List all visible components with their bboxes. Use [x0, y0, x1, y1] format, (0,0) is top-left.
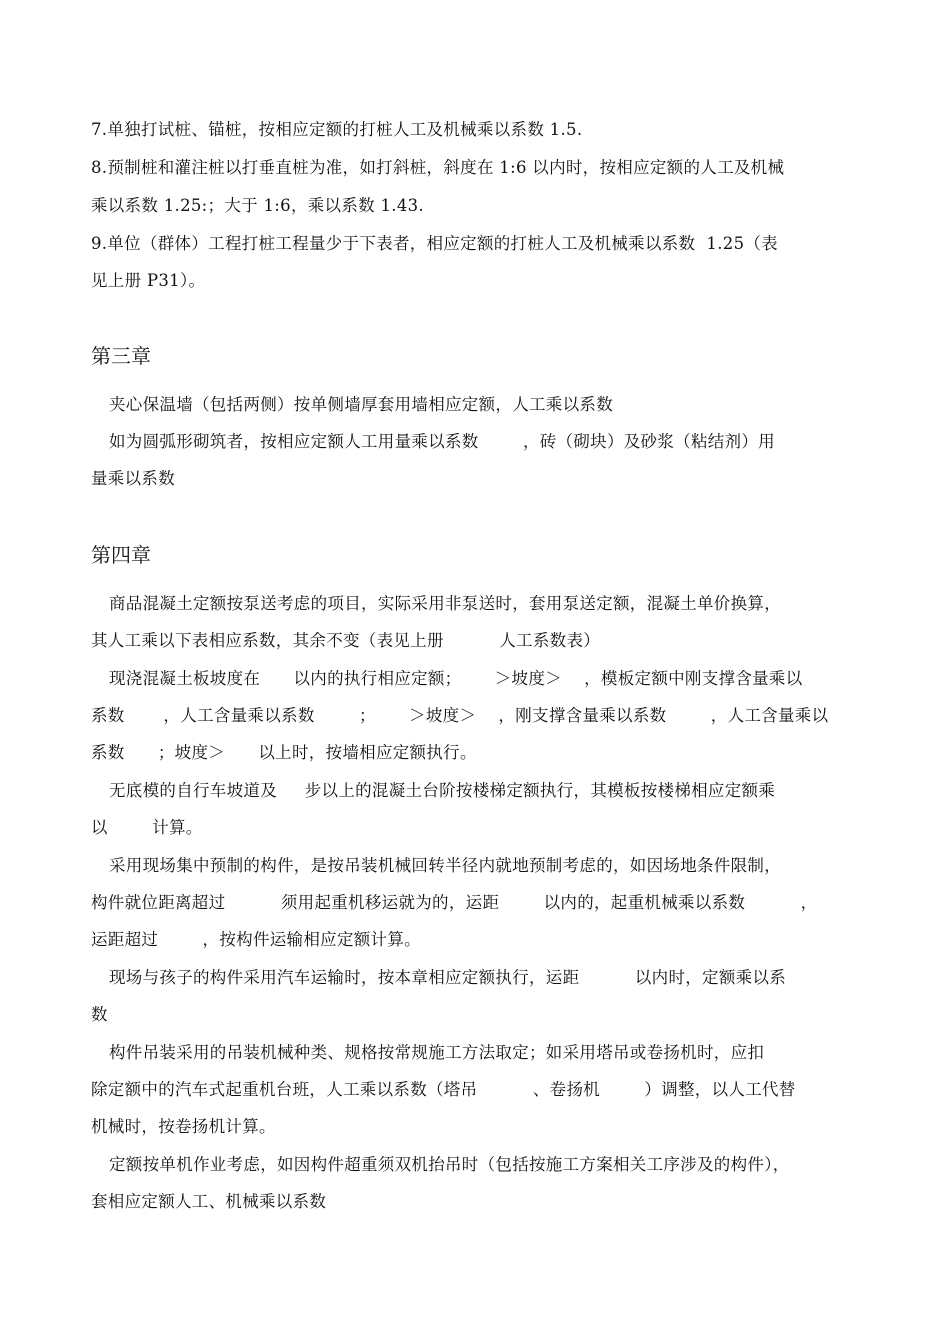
paragraph-line: 其人工乘以下表相应系数，其余不变（表见上册 人工系数表） [91, 631, 601, 650]
paragraph-line: 现浇混凝土板坡度在 以内的执行相应定额； ＞坡度＞ ，模板定额中刚支撑含量乘以 [109, 669, 803, 688]
paragraph-line: 构件吊装采用的吊装机械种类、规格按常规施工方法取定；如采用塔吊或卷扬机时，应扣 [109, 1043, 765, 1062]
paragraph-line: 机械时，按卷扬机计算。 [91, 1117, 276, 1136]
paragraph-line: 乘以系数 1.25:；大于 1:6，乘以系数 1.43. [91, 196, 424, 215]
paragraph-line: 数 [91, 1005, 108, 1024]
paragraph-line: 无底模的自行车坡道及 步以上的混凝土台阶按楼梯定额执行，其模板按楼梯相应定额乘 [109, 781, 776, 800]
paragraph-line: 商品混凝土定额按泵送考虑的项目，实际采用非泵送时，套用泵送定额，混凝土单价换算， [109, 594, 781, 613]
paragraph-line: 夹心保温墙（包括两侧）按单侧墙厚套用墙相应定额，人工乘以系数 [109, 395, 613, 414]
chapter-heading: 第三章 [91, 344, 151, 368]
paragraph-line: 如为圆弧形砌筑者，按相应定额人工用量乘以系数 ，砖（砌块）及砂浆（粘结剂）用 [109, 432, 775, 451]
paragraph-line: 以 计算。 [91, 818, 203, 837]
paragraph-line: 除定额中的汽车式起重机台班，人工乘以系数（塔吊 、卷扬机 ）调整，以人工代替 [91, 1080, 796, 1099]
paragraph-line: 现场与孩子的构件采用汽车运输时，按本章相应定额执行，运距 以内时，定额乘以系 [109, 968, 787, 987]
paragraph-line: 构件就位距离超过 须用起重机移运就为的，运距 以内的，起重机械乘以系数 ， [91, 893, 818, 912]
chapter-heading: 第四章 [91, 543, 151, 567]
paragraph-line: 量乘以系数 [91, 469, 175, 488]
paragraph-line: 套相应定额人工、机械乘以系数 [91, 1192, 327, 1211]
paragraph-line: 采用现场集中预制的构件，是按吊装机械回转半径内就地预制考虑的，如因场地条件限制， [109, 856, 781, 875]
paragraph-line: 8.预制桩和灌注桩以打垂直桩为准，如打斜桩，斜度在 1:6 以内时，按相应定额的人工及机械 [91, 158, 785, 177]
paragraph-line: 系数 ，人工含量乘以系数 ； ＞坡度＞ ，刚支撑含量乘以系数 ，人工含量乘以 [91, 706, 829, 725]
paragraph-line: 7.单独打试桩、锚桩，按相应定额的打桩人工及机械乘以系数 1.5. [91, 120, 583, 139]
paragraph-line: 系数 ；坡度＞ 以上时，按墙相应定额执行。 [91, 743, 477, 762]
paragraph-line: 见上册 P31）。 [91, 271, 206, 290]
paragraph-line: 定额按单机作业考虑，如因构件超重须双机抬吊时（包括按施工方案相关工序涉及的构件）， [109, 1155, 790, 1174]
paragraph-line: 9.单位（群体）工程打桩工程量少于下表者，相应定额的打桩人工及机械乘以系数 1.25（表 [91, 234, 778, 253]
paragraph-line: 运距超过 ，按构件运输相应定额计算。 [91, 930, 421, 949]
